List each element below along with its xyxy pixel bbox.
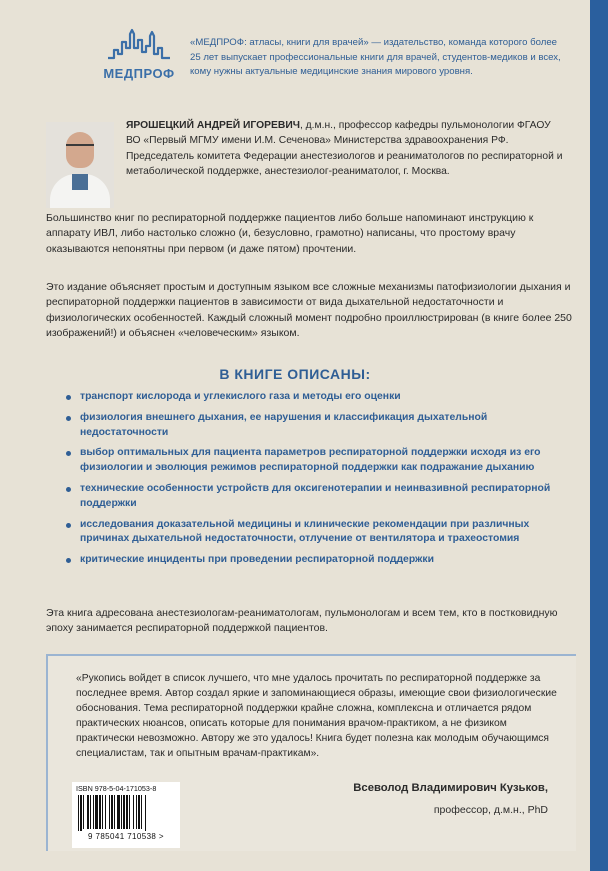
author-block: [46, 118, 566, 208]
intro-paragraph: Большинство книг по респираторной поддержке пациентов либо больше напоминают инструкцию к аппарату ИВЛ, либо настолько сложно (и, безусловно, грамотно) написаны, что простому врачу оказываются непонятны при первом (и даже пятом) прочтении.: [46, 212, 534, 255]
ean-digits: 9 785041 710538 >: [88, 832, 164, 841]
spine-stripe: [590, 0, 608, 871]
publisher-block: [96, 28, 576, 98]
author-name: ЯРОШЕЦКИЙ АНДРЕЙ ИГОРЕВИЧ: [126, 120, 300, 131]
isbn-number: ISBN 978-5-04-171053-8: [76, 784, 157, 793]
topics-list: [60, 390, 560, 574]
list-item: физиология внешнего дыхания, ее нарушения и классификация дыхательной недостаточности: [60, 411, 560, 441]
barcode-bars-icon: [78, 795, 174, 831]
publisher-logo: [96, 28, 182, 88]
skyline-logo-icon: [106, 28, 172, 64]
list-item: выбор оптимальных для пациента параметров респираторной поддержки исходя из его физиологии и эволюция режимов респираторной поддержки как подражание дыханию: [60, 446, 560, 476]
author-bio: [126, 118, 566, 179]
list-item: исследования доказательной медицины и клинические рекомендации при различных причинах дыхательной недостаточности, отлучение от вентилятора и трахеостомия: [60, 518, 560, 548]
list-item: критические инциденты при проведении респираторной поддержки: [60, 553, 560, 568]
list-item: технические особенности устройств для оксигенотерапии и неинвазивной респираторной поддержки: [60, 482, 560, 512]
quote-text: «Рукопись войдет в список лучшего, что мне удалось прочитать по респираторной поддержке за последнее время. Автор создал яркие и запоминающиеся образы, имеющие свои физиологические обоснования. Тема респираторной поддержки крайне сложна, комплексна и отличается рядом практических нюансов, описать которые для понимания врачом-практиком, а не физиком практически невозможно. Автору же это удалось! Книга будет полезна как молодым обучающимся специалистам, так и опытным врачам-практикам».: [76, 673, 557, 760]
topics-heading: В КНИГЕ ОПИСАНЫ:: [219, 366, 371, 382]
audience-paragraph: Эта книга адресована анестезиологам-реаниматологам, пульмонологам и всем тем, кто в постковидную эпоху занимается респираторной поддержкой пациентов.: [46, 607, 558, 635]
quote-author-title: профессор, д.м.н., PhD: [433, 804, 548, 816]
author-photo: [46, 122, 114, 208]
list-item: транспорт кислорода и углекислого газа и методы его оценки: [60, 390, 560, 405]
publisher-description: «МЕДПРОФ: атласы, книги для врачей» — издательство, команда которого более 25 лет выпускает профессиональные книги для врачей, студентов-медиков и всех, кому нужны актуальные медицинские знания мирового уровня.: [190, 37, 561, 77]
publisher-logo-text: МЕДПРОФ: [103, 66, 175, 81]
quote-author: Всеволод Владимирович Кузьков,: [353, 782, 548, 794]
author-description: , д.м.н., профессор кафедры пульмонологии ФГАОУ ВО «Первый МГМУ имени И.М. Сеченова» Министерства здравоохранения РФ. Председатель комитета Федерации анестезиологов и реаниматологов по респираторной и метаболической поддержке, анестезиолог-реаниматолог, г. Москва.: [126, 120, 563, 177]
description-paragraph: Это издание объясняет простым и доступным языком все сложные механизмы патофизиологии дыхания и респираторной поддержки пациентов в зависимости от вида дыхательной недостаточности и физиологических особенностей. Каждый сложный момент подробно проиллюстрирован (в книге более 250 изображений!) и объяснен «человеческим» языком.: [46, 281, 572, 339]
isbn-barcode: [72, 782, 180, 848]
